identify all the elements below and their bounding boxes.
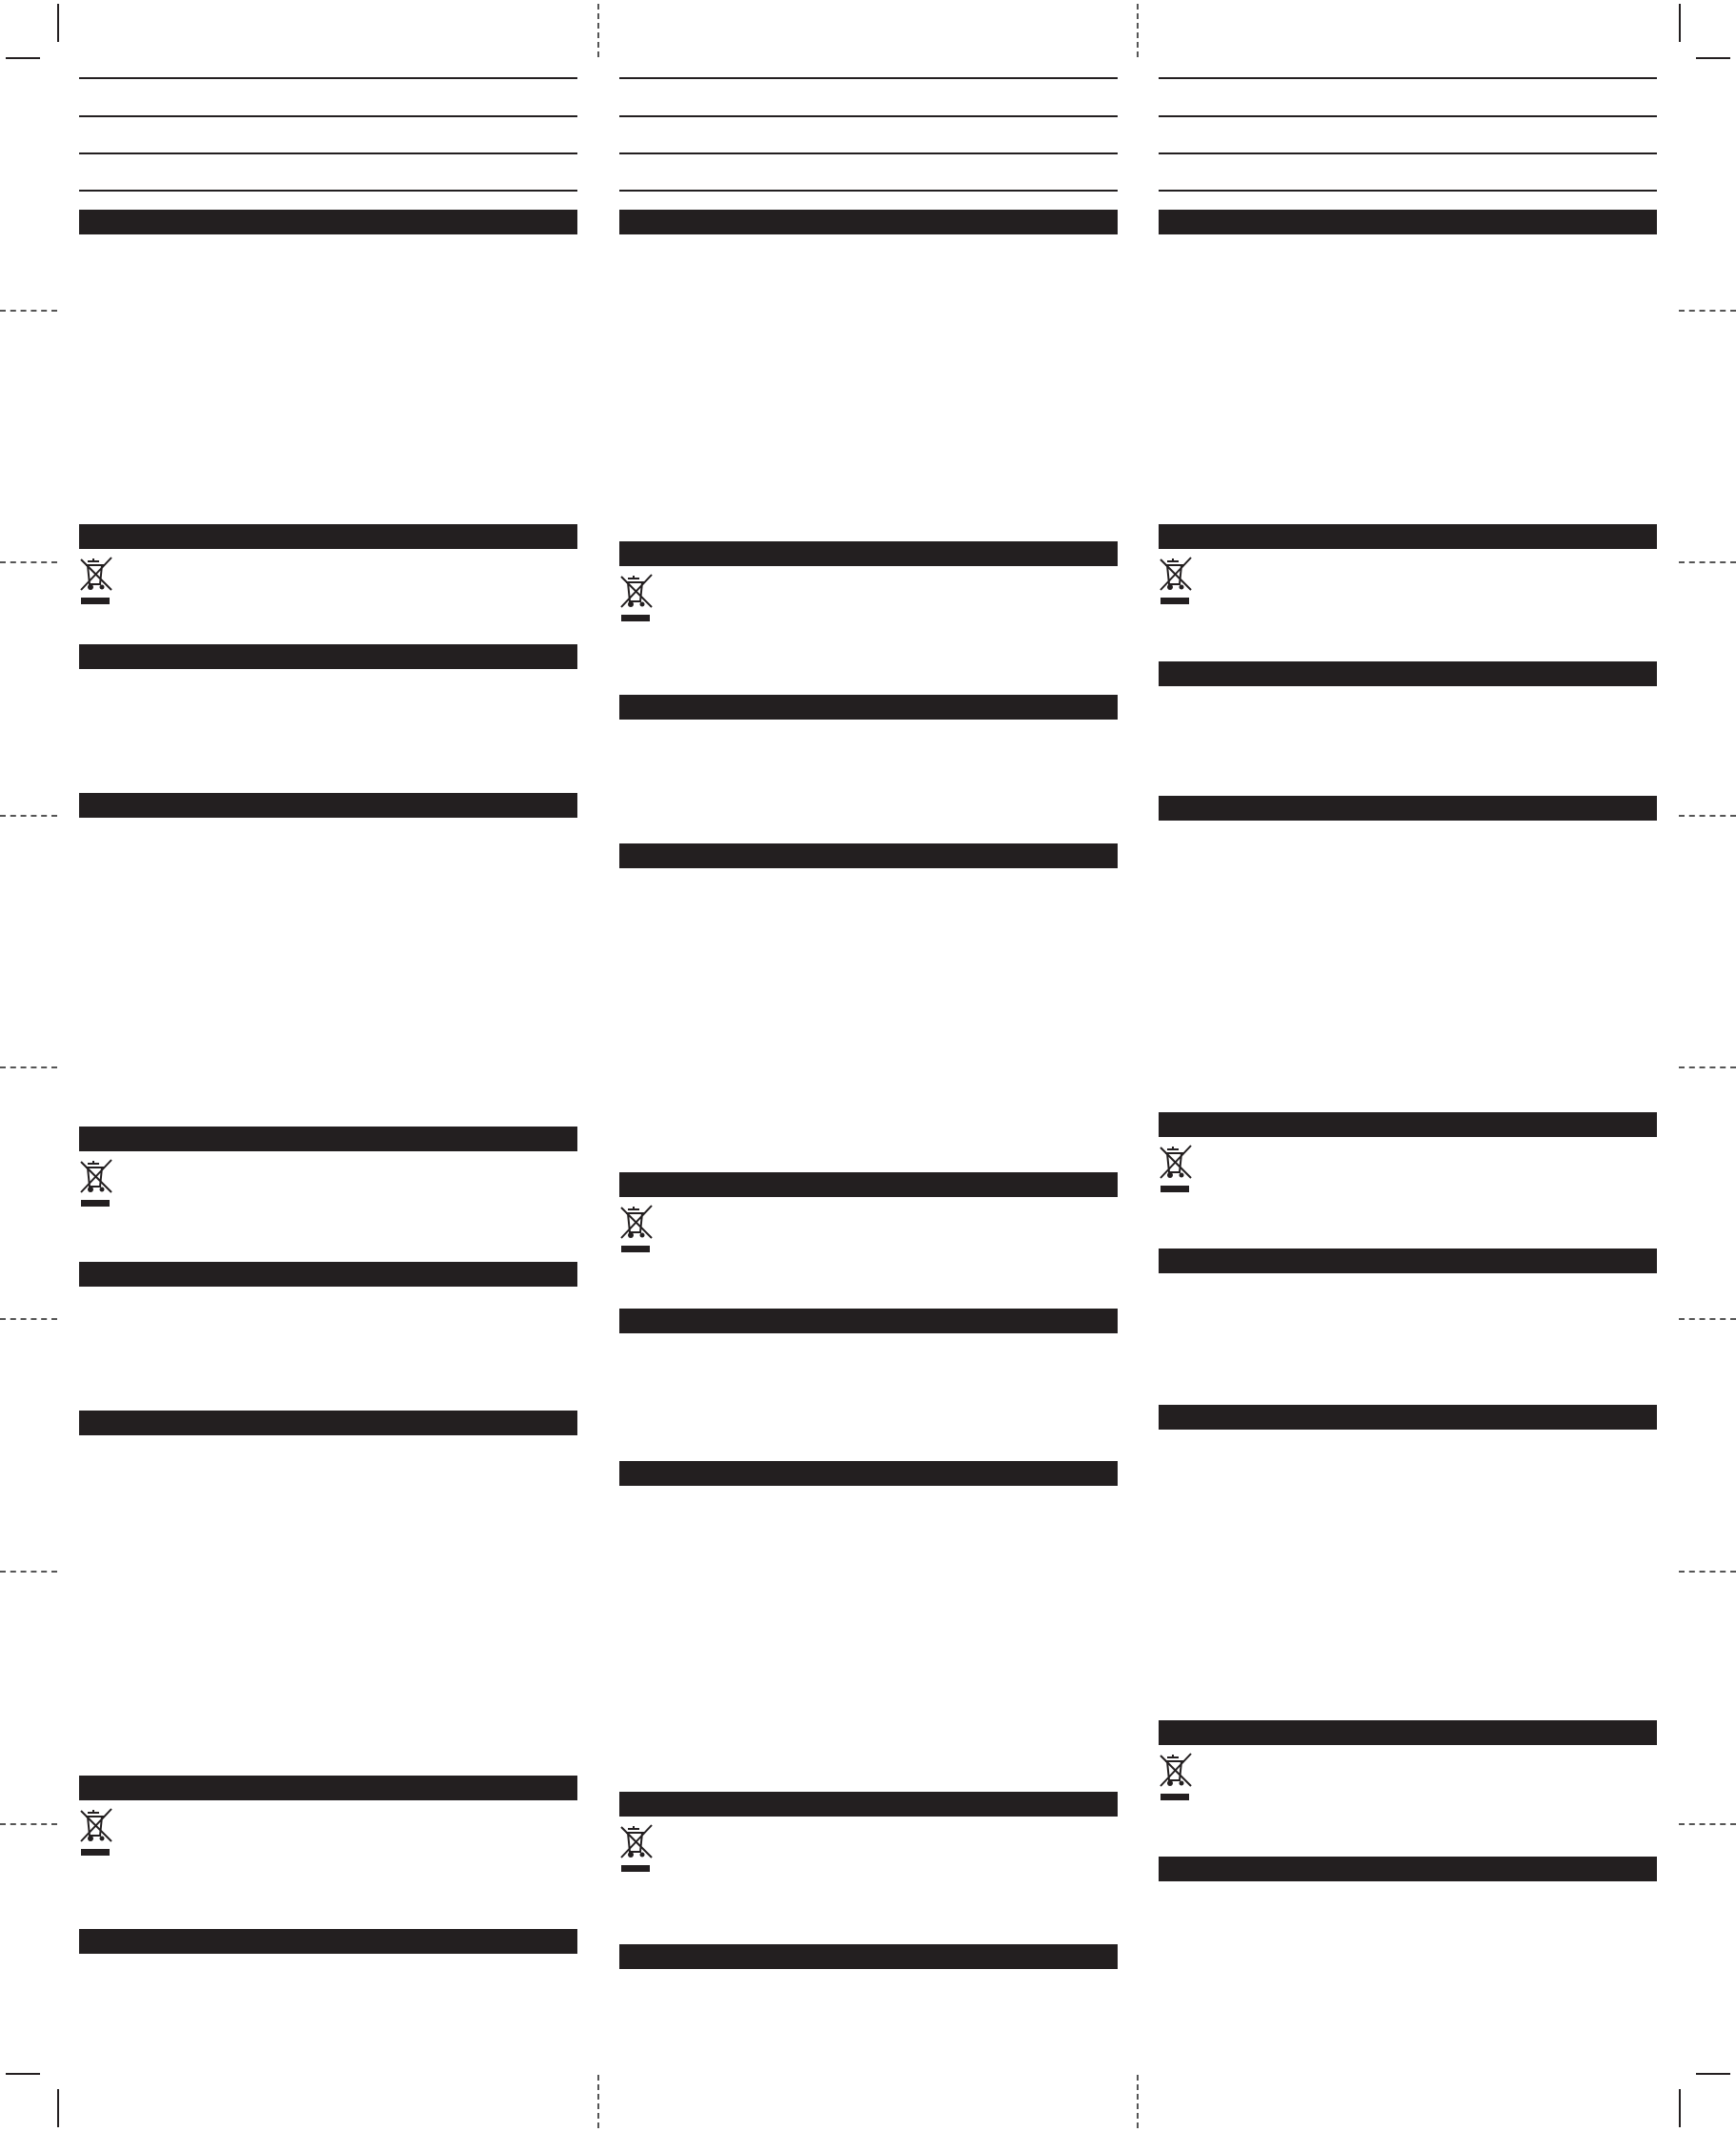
fold-line [0,310,57,312]
fold-line [1679,1066,1736,1068]
section-header-bar [619,1944,1118,1969]
section-header-bar [79,1411,577,1435]
crop-mark-icon [1679,2089,1681,2127]
fold-line [1679,815,1736,817]
section-header-bar [619,541,1118,566]
fold-line [0,1066,57,1068]
section-header-bar [1159,210,1657,234]
section-header-bar [79,524,577,549]
fold-line [1679,1318,1736,1320]
section-header-bar [79,1776,577,1800]
section-header-bar [79,644,577,669]
fold-line [1137,2075,1139,2128]
title-rule [1159,190,1657,192]
section-header-bar [619,695,1118,720]
crossed-out-wheelie-bin-icon [1159,1752,1193,1805]
fold-line [1679,1571,1736,1573]
crop-mark-icon [57,2089,59,2127]
crop-mark-icon [6,2073,40,2075]
section-header-bar [1159,796,1657,821]
section-header-bar [79,793,577,818]
title-rule [79,190,577,192]
crossed-out-wheelie-bin-icon [619,1823,654,1877]
crossed-out-wheelie-bin-icon [619,573,654,626]
fold-line [0,1823,57,1825]
title-rule [1159,152,1657,154]
crossed-out-wheelie-bin-icon [79,1807,113,1860]
section-header-bar [79,1127,577,1151]
crop-mark-icon [1696,2073,1730,2075]
fold-line [597,2075,599,2128]
fold-line [0,815,57,817]
column-2 [619,0,1118,2132]
fold-line [1679,310,1736,312]
section-header-bar [79,1929,577,1954]
fold-line [1679,1823,1736,1825]
section-header-bar [1159,1720,1657,1745]
title-rule [79,152,577,154]
fold-line [0,1318,57,1320]
fold-line [1137,4,1139,57]
section-header-bar [1159,1857,1657,1881]
section-header-bar [79,1262,577,1287]
crop-mark-icon [6,57,40,59]
section-header-bar [1159,1405,1657,1430]
section-header-bar [619,1792,1118,1817]
title-rule [619,152,1118,154]
section-header-bar [1159,524,1657,549]
section-header-bar [1159,1112,1657,1137]
section-header-bar [1159,1249,1657,1273]
crossed-out-wheelie-bin-icon [79,556,113,609]
fold-line [597,4,599,57]
title-rule [619,190,1118,192]
title-rule [1159,77,1657,79]
title-rule [1159,115,1657,117]
crossed-out-wheelie-bin-icon [1159,556,1193,609]
fold-line [0,561,57,563]
crossed-out-wheelie-bin-icon [79,1158,113,1211]
crossed-out-wheelie-bin-icon [1159,1144,1193,1197]
fold-line [0,1571,57,1573]
section-header-bar [619,1309,1118,1333]
column-1 [79,0,577,2132]
title-rule [79,115,577,117]
column-3 [1159,0,1657,2132]
crop-mark-icon [57,4,59,42]
title-rule [619,77,1118,79]
title-rule [619,115,1118,117]
section-header-bar [1159,661,1657,686]
section-header-bar [619,1461,1118,1486]
title-rule [79,77,577,79]
section-header-bar [619,843,1118,868]
crop-mark-icon [1696,57,1730,59]
section-header-bar [79,210,577,234]
fold-line [1679,561,1736,563]
crossed-out-wheelie-bin-icon [619,1204,654,1257]
section-header-bar [619,1172,1118,1197]
section-header-bar [619,210,1118,234]
crop-mark-icon [1679,4,1681,42]
